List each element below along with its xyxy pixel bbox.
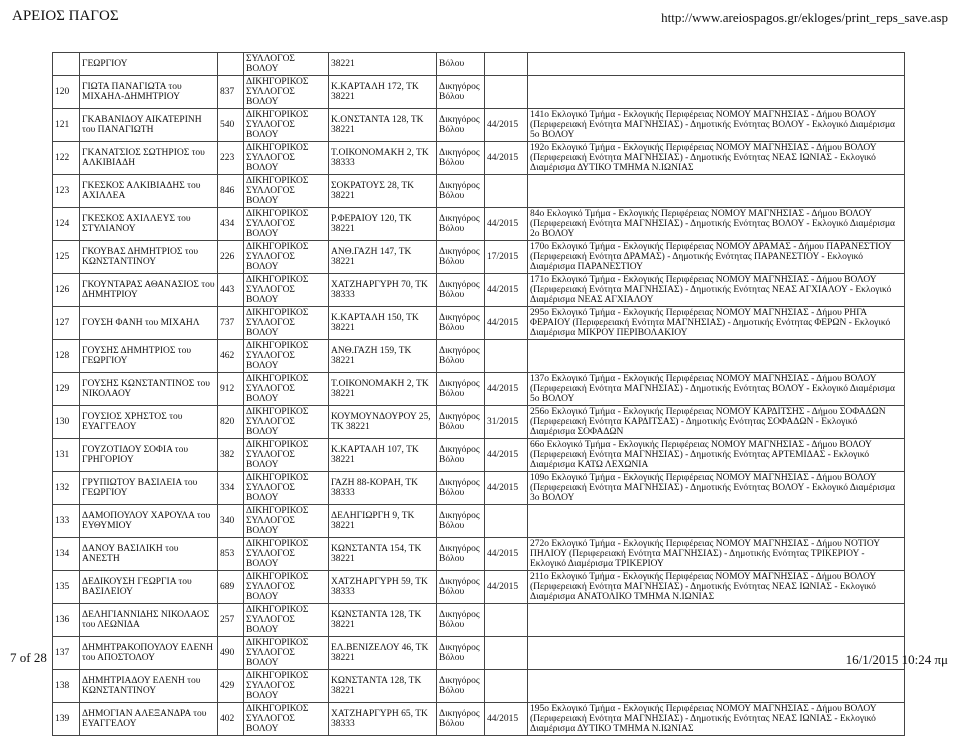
page-header-url: http://www.areiospagos.gr/ekloges/print_reps_save.asp	[661, 10, 948, 25]
cell-session: 44/2015	[485, 703, 528, 736]
cell-description: 137ο Εκλογικό Τμήμα - Εκλογικής Περιφέρειας ΝΟΜΟΥ ΜΑΓΝΗΣΙΑΣ - Δήμου ΒΟΛΟΥ (Περιφερειακή Ενότητα ΜΑΓΝΗΣΙΑΣ) - Δημοτικής Ενότητας ΒΟΛΟΥ - Εκλογικό Διαμέρισμα 5ο ΒΟΛΟΥ	[528, 373, 905, 406]
cell-address: Κ.ΚΑΡΤΑΛΗ 172, ΤΚ 38221	[329, 76, 437, 109]
table-row	[53, 505, 905, 538]
cell-ya: 223	[218, 142, 244, 175]
cell-description: 211ο Εκλογικό Τμήμα - Εκλογικής Περιφέρειας ΝΟΜΟΥ ΜΑΓΝΗΣΙΑΣ - Δήμου ΒΟΛΟΥ (Περιφερειακή Ενότητα ΜΑΓΝΗΣΙΑΣ) - Δημοτικής Ενότητας ΝΕΑΣ ΙΩΝΙΑΣ - Εκλογικό Διαμέρισμα ΑΝΑΤΟΛΙΚΟ ΤΜΗΜΑ Ν.ΙΩΝΙΑΣ	[528, 571, 905, 604]
cell-ya: 340	[218, 505, 244, 538]
cell-type: ΔΙΚΗΓΟΡΙΚΟΣ ΣΥΛΛΟΓΟΣ ΒΟΛΟΥ	[244, 637, 329, 670]
representatives-table	[52, 52, 905, 736]
cell-place: Δικηγόρος Βόλου	[437, 208, 485, 241]
table-row	[53, 439, 905, 472]
cell-name: ΓΟΥΣΗΣ ΔΗΜΗΤΡΙΟΣ του ΓΕΩΡΓΙΟΥ	[80, 340, 218, 373]
cell-name: ΓΚΑΝΑΤΣΙΟΣ ΣΩΤΗΡΙΟΣ του ΑΛΚΙΒΙΑΔΗ	[80, 142, 218, 175]
cell-place: Δικηγόρος Βόλου	[437, 670, 485, 703]
table-row	[53, 307, 905, 340]
cell-session: 44/2015	[485, 439, 528, 472]
cell-session	[485, 76, 528, 109]
cell-name: ΓΟΥΣΙΟΣ ΧΡΗΣΤΟΣ του ΕΥΑΓΓΕΛΟΥ	[80, 406, 218, 439]
cell-session: 44/2015	[485, 538, 528, 571]
cell-address: ΚΩΝΣΤΑΝΤΑ 128, ΤΚ 38221	[329, 670, 437, 703]
cell-place: Δικηγόρος Βόλου	[437, 505, 485, 538]
cell-description: 170ο Εκλογικό Τμήμα - Εκλογικής Περιφέρειας ΝΟΜΟΥ ΔΡΑΜΑΣ - Δήμου ΠΑΡΑΝΕΣΤΙΟΥ (Περιφερειακή Ενότητα ΔΡΑΜΑΣ) - Δημοτικής Ενότητας ΠΑΡΑΝΕΣΤΙΟΥ - Εκλογικό Διαμέρισμα ΠΑΡΑΝΕΣΤΙΟΥ	[528, 241, 905, 274]
cell-place: Δικηγόρος Βόλου	[437, 472, 485, 505]
cell-place: Δικηγόρος Βόλου	[437, 274, 485, 307]
cell-ya: 846	[218, 175, 244, 208]
cell-session: 44/2015	[485, 208, 528, 241]
page-counter: 7 of 28	[10, 650, 47, 665]
cell-number: 125	[53, 241, 80, 274]
table-row	[53, 472, 905, 505]
cell-description: 272ο Εκλογικό Τμήμα - Εκλογικής Περιφέρειας ΝΟΜΟΥ ΜΑΓΝΗΣΙΑΣ - Δήμου ΝΟΤΙΟΥ ΠΗΛΙΟΥ (Περιφερειακή Ενότητα ΜΑΓΝΗΣΙΑΣ) - Δημοτικής Ενότητας ΤΡΙΚΕΡΙΟΥ - Εκλογικό Διαμέρισμα ΤΡΙΚΕΡΙΟΥ	[528, 538, 905, 571]
cell-number: 124	[53, 208, 80, 241]
cell-description: 84ο Εκλογικό Τμήμα - Εκλογικής Περιφέρειας ΝΟΜΟΥ ΜΑΓΝΗΣΙΑΣ - Δήμου ΒΟΛΟΥ (Περιφερειακή Ενότητα ΜΑΓΝΗΣΙΑΣ) - Δημοτικής Ενότητας ΒΟΛΟΥ - Εκλογικό Διαμέρισμα 2ο ΒΟΛΟΥ	[528, 208, 905, 241]
cell-ya: 820	[218, 406, 244, 439]
cell-ya	[218, 53, 244, 76]
cell-description: 192ο Εκλογικό Τμήμα - Εκλογικής Περιφέρειας ΝΟΜΟΥ ΜΑΓΝΗΣΙΑΣ - Δήμου ΒΟΛΟΥ (Περιφερειακή Ενότητα ΜΑΓΝΗΣΙΑΣ) - Δημοτικής Ενότητας ΝΕΑΣ ΙΩΝΙΑΣ - Εκλογικό Διαμέρισμα ΔΥΤΙΚΟ ΤΜΗΜΑ Ν.ΙΩΝΙΑΣ	[528, 142, 905, 175]
cell-type: ΔΙΚΗΓΟΡΙΚΟΣ ΣΥΛΛΟΓΟΣ ΒΟΛΟΥ	[244, 307, 329, 340]
cell-name: ΔΗΜΗΤΡΑΚΟΠΟΥΛΟΥ ΕΛΕΝΗ του ΑΠΟΣΤΟΛΟΥ	[80, 637, 218, 670]
cell-type: ΣΥΛΛΟΓΟΣ ΒΟΛΟΥ	[244, 53, 329, 76]
cell-session: 44/2015	[485, 373, 528, 406]
cell-number: 127	[53, 307, 80, 340]
table-row	[53, 340, 905, 373]
cell-number: 139	[53, 703, 80, 736]
cell-description	[528, 604, 905, 637]
table-row	[53, 109, 905, 142]
cell-number: 129	[53, 373, 80, 406]
cell-address: ΕΛ.ΒΕΝΙΖΕΛΟΥ 46, ΤΚ 38221	[329, 637, 437, 670]
cell-ya: 689	[218, 571, 244, 604]
cell-type: ΔΙΚΗΓΟΡΙΚΟΣ ΣΥΛΛΟΓΟΣ ΒΟΛΟΥ	[244, 406, 329, 439]
cell-place: Δικηγόρος Βόλου	[437, 109, 485, 142]
cell-session	[485, 637, 528, 670]
cell-place: Δικηγόρος Βόλου	[437, 439, 485, 472]
cell-session	[485, 53, 528, 76]
cell-address: ΓΑΖΗ 88-ΚΟΡΑΗ, ΤΚ 38333	[329, 472, 437, 505]
cell-number: 136	[53, 604, 80, 637]
cell-description	[528, 76, 905, 109]
cell-ya: 402	[218, 703, 244, 736]
print-datetime: 16/1/2015 10:24 πμ	[845, 652, 948, 667]
cell-ya: 912	[218, 373, 244, 406]
cell-address: ΔΕΛΗΓΙΩΡΓΗ 9, ΤΚ 38221	[329, 505, 437, 538]
cell-description: 256ο Εκλογικό Τμήμα - Εκλογικής Περιφέρειας ΝΟΜΟΥ ΚΑΡΔΙΤΣΗΣ - Δήμου ΣΟΦΑΔΩΝ (Περιφερειακή Ενότητα ΚΑΡΔΙΤΣΑΣ) - Δημοτικής Ενότητας ΣΟΦΑΔΩΝ - Εκλογικό Διαμέρισμα ΣΟΦΑΔΩΝ	[528, 406, 905, 439]
cell-ya: 540	[218, 109, 244, 142]
table-row	[53, 670, 905, 703]
cell-session: 44/2015	[485, 142, 528, 175]
cell-ya: 490	[218, 637, 244, 670]
cell-place: Δικηγόρος Βόλου	[437, 406, 485, 439]
cell-description	[528, 670, 905, 703]
cell-description	[528, 175, 905, 208]
cell-session	[485, 505, 528, 538]
cell-address: ΧΑΤΖΗΑΡΓΥΡΗ 65, ΤΚ 38333	[329, 703, 437, 736]
cell-session: 44/2015	[485, 274, 528, 307]
cell-number: 137	[53, 637, 80, 670]
cell-place: Δικηγόρος Βόλου	[437, 142, 485, 175]
table-row	[53, 637, 905, 670]
cell-type: ΔΙΚΗΓΟΡΙΚΟΣ ΣΥΛΛΟΓΟΣ ΒΟΛΟΥ	[244, 373, 329, 406]
cell-name: ΔΕΛΗΓΙΑΝΝΙΔΗΣ ΝΙΚΟΛΑΟΣ του ΛΕΩΝΙΔΑ	[80, 604, 218, 637]
cell-type: ΔΙΚΗΓΟΡΙΚΟΣ ΣΥΛΛΟΓΟΣ ΒΟΛΟΥ	[244, 472, 329, 505]
cell-ya: 334	[218, 472, 244, 505]
cell-address: ΑΝΘ.ΓΑΖΗ 147, ΤΚ 38221	[329, 241, 437, 274]
cell-type: ΔΙΚΗΓΟΡΙΚΟΣ ΣΥΛΛΟΓΟΣ ΒΟΛΟΥ	[244, 241, 329, 274]
cell-type: ΔΙΚΗΓΟΡΙΚΟΣ ΣΥΛΛΟΓΟΣ ΒΟΛΟΥ	[244, 604, 329, 637]
cell-name: ΓΟΥΣΗΣ ΚΩΝΣΤΑΝΤΙΝΟΣ του ΝΙΚΟΛΑΟΥ	[80, 373, 218, 406]
cell-ya: 837	[218, 76, 244, 109]
cell-name: ΓΙΩΤΑ ΠΑΝΑΓΙΩΤΑ του ΜΙΧΑΗΛ-ΔΗΜΗΤΡΙΟΥ	[80, 76, 218, 109]
cell-description: 141ο Εκλογικό Τμήμα - Εκλογικής Περιφέρειας ΝΟΜΟΥ ΜΑΓΝΗΣΙΑΣ - Δήμου ΒΟΛΟΥ (Περιφερειακή Ενότητα ΜΑΓΝΗΣΙΑΣ) - Δημοτικής Ενότητας ΒΟΛΟΥ - Εκλογικό Διαμέρισμα 5ο ΒΟΛΟΥ	[528, 109, 905, 142]
cell-number: 131	[53, 439, 80, 472]
cell-address: Κ.ΚΑΡΤΑΛΗ 150, ΤΚ 38221	[329, 307, 437, 340]
cell-place: Δικηγόρος Βόλου	[437, 604, 485, 637]
cell-place: Δικηγόρος Βόλου	[437, 175, 485, 208]
cell-type: ΔΙΚΗΓΟΡΙΚΟΣ ΣΥΛΛΟΓΟΣ ΒΟΛΟΥ	[244, 703, 329, 736]
table-row	[53, 406, 905, 439]
cell-description	[528, 505, 905, 538]
cell-description: 66ο Εκλογικό Τμήμα - Εκλογικής Περιφέρειας ΝΟΜΟΥ ΜΑΓΝΗΣΙΑΣ - Δήμου ΒΟΛΟΥ (Περιφερειακή Ενότητα ΜΑΓΝΗΣΙΑΣ) - Δημοτικής Ενότητας ΑΡΤΕΜΙΔΑΣ - Εκλογικό Διαμέρισμα ΚΑΤΩ ΛΕΧΩΝΙΑ	[528, 439, 905, 472]
cell-address: Τ.ΟΙΚΟΝΟΜΑΚΗ 2, ΤΚ 38333	[329, 142, 437, 175]
cell-name: ΓΟΥΣΗ ΦΑΝΗ του ΜΙΧΑΗΛ	[80, 307, 218, 340]
cell-address: ΣΟΚΡΑΤΟΥΣ 28, ΤΚ 38221	[329, 175, 437, 208]
table-row	[53, 142, 905, 175]
cell-place: Δικηγόρος Βόλου	[437, 637, 485, 670]
cell-ya: 226	[218, 241, 244, 274]
cell-number: 138	[53, 670, 80, 703]
cell-session	[485, 175, 528, 208]
cell-session	[485, 604, 528, 637]
cell-description: 295ο Εκλογικό Τμήμα - Εκλογικής Περιφέρειας ΝΟΜΟΥ ΜΑΓΝΗΣΙΑΣ - Δήμου ΡΗΓΑ ΦΕΡΑΙΟΥ (Περιφερειακή Ενότητα ΜΑΓΝΗΣΙΑΣ) - Δημοτικής Ενότητας ΦΕΡΩΝ - Εκλογικό Διαμέρισμα ΜΙΚΡΟΥ ΠΕΡΙΒΟΛΑΚΙΟΥ	[528, 307, 905, 340]
cell-ya: 382	[218, 439, 244, 472]
cell-place: Δικηγόρος Βόλου	[437, 76, 485, 109]
cell-ya: 429	[218, 670, 244, 703]
cell-place: Δικηγόρος Βόλου	[437, 340, 485, 373]
table-row	[53, 241, 905, 274]
page-header-title: ΑΡΕΙΟΣ ΠΑΓΟΣ	[12, 8, 119, 24]
cell-number	[53, 53, 80, 76]
cell-type: ΔΙΚΗΓΟΡΙΚΟΣ ΣΥΛΛΟΓΟΣ ΒΟΛΟΥ	[244, 142, 329, 175]
cell-type: ΔΙΚΗΓΟΡΙΚΟΣ ΣΥΛΛΟΓΟΣ ΒΟΛΟΥ	[244, 505, 329, 538]
cell-name: ΓΚΕΣΚΟΣ ΑΛΚΙΒΙΑΔΗΣ του ΑΧΙΛΛΕΑ	[80, 175, 218, 208]
cell-session: 31/2015	[485, 406, 528, 439]
cell-address: Ρ.ΦΕΡΑΙΟΥ 120, ΤΚ 38221	[329, 208, 437, 241]
table-row	[53, 208, 905, 241]
cell-number: 123	[53, 175, 80, 208]
cell-address: ΑΝΘ.ΓΑΖΗ 159, ΤΚ 38221	[329, 340, 437, 373]
table-row	[53, 571, 905, 604]
cell-type: ΔΙΚΗΓΟΡΙΚΟΣ ΣΥΛΛΟΓΟΣ ΒΟΛΟΥ	[244, 439, 329, 472]
cell-ya: 737	[218, 307, 244, 340]
cell-number: 134	[53, 538, 80, 571]
cell-address: Τ.ΟΙΚΟΝΟΜΑΚΗ 2, ΤΚ 38221	[329, 373, 437, 406]
cell-number: 130	[53, 406, 80, 439]
table-row	[53, 373, 905, 406]
cell-name: ΔΗΜΗΤΡΙΑΔΟΥ ΕΛΕΝΗ του ΚΩΝΣΤΑΝΤΙΝΟΥ	[80, 670, 218, 703]
cell-number: 133	[53, 505, 80, 538]
cell-number: 128	[53, 340, 80, 373]
cell-session: 44/2015	[485, 472, 528, 505]
cell-name: ΓΚΟΥΒΑΣ ΔΗΜΗΤΡΙΟΣ του ΚΩΝΣΤΑΝΤΙΝΟΥ	[80, 241, 218, 274]
cell-type: ΔΙΚΗΓΟΡΙΚΟΣ ΣΥΛΛΟΓΟΣ ΒΟΛΟΥ	[244, 175, 329, 208]
cell-name: ΓΚΑΒΑΝΙΔΟΥ ΑΙΚΑΤΕΡΙΝΗ του ΠΑΝΑΓΙΩΤΗ	[80, 109, 218, 142]
cell-name: ΓΕΩΡΓΙΟΥ	[80, 53, 218, 76]
cell-place: Δικηγόρος Βόλου	[437, 373, 485, 406]
cell-ya: 462	[218, 340, 244, 373]
cell-name: ΔΑΜΟΠΟΥΛΟΥ ΧΑΡΟΥΛΑ του ΕΥΘΥΜΙΟΥ	[80, 505, 218, 538]
cell-ya: 434	[218, 208, 244, 241]
table-row	[53, 76, 905, 109]
cell-description	[528, 340, 905, 373]
cell-place: Δικηγόρος Βόλου	[437, 538, 485, 571]
cell-place: Δικηγόρος Βόλου	[437, 307, 485, 340]
cell-ya: 853	[218, 538, 244, 571]
table-row	[53, 274, 905, 307]
cell-type: ΔΙΚΗΓΟΡΙΚΟΣ ΣΥΛΛΟΓΟΣ ΒΟΛΟΥ	[244, 571, 329, 604]
cell-name: ΓΚΟΥΝΤΑΡΑΣ ΑΘΑΝΑΣΙΟΣ του ΔΗΜΗΤΡΙΟΥ	[80, 274, 218, 307]
cell-session	[485, 670, 528, 703]
cell-number: 120	[53, 76, 80, 109]
cell-address: ΚΟΥΜΟΥΝΔΟΥΡΟΥ 25, ΤΚ 38221	[329, 406, 437, 439]
cell-address: 38221	[329, 53, 437, 76]
cell-type: ΔΙΚΗΓΟΡΙΚΟΣ ΣΥΛΛΟΓΟΣ ΒΟΛΟΥ	[244, 274, 329, 307]
cell-name: ΔΕΔΙΚΟΥΣΗ ΓΕΩΡΓΙΑ του ΒΑΣΙΛΕΙΟΥ	[80, 571, 218, 604]
cell-type: ΔΙΚΗΓΟΡΙΚΟΣ ΣΥΛΛΟΓΟΣ ΒΟΛΟΥ	[244, 340, 329, 373]
cell-session: 17/2015	[485, 241, 528, 274]
cell-type: ΔΙΚΗΓΟΡΙΚΟΣ ΣΥΛΛΟΓΟΣ ΒΟΛΟΥ	[244, 109, 329, 142]
cell-session: 44/2015	[485, 307, 528, 340]
cell-description: 195ο Εκλογικό Τμήμα - Εκλογικής Περιφέρειας ΝΟΜΟΥ ΜΑΓΝΗΣΙΑΣ - Δήμου ΒΟΛΟΥ (Περιφερειακή Ενότητα ΜΑΓΝΗΣΙΑΣ) - Δημοτικής Ενότητας ΝΕΑΣ ΙΩΝΙΑΣ - Εκλογικό Διαμέρισμα ΔΥΤΙΚΟ ΤΜΗΜΑ Ν.ΙΩΝΙΑΣ	[528, 703, 905, 736]
cell-address: ΚΩΝΣΤΑΝΤΑ 128, ΤΚ 38221	[329, 604, 437, 637]
cell-type: ΔΙΚΗΓΟΡΙΚΟΣ ΣΥΛΛΟΓΟΣ ΒΟΛΟΥ	[244, 670, 329, 703]
cell-ya: 257	[218, 604, 244, 637]
cell-ya: 443	[218, 274, 244, 307]
cell-name: ΓΟΥΖΟΤΙΔΟΥ ΣΟΦΙΑ του ΓΡΗΓΟΡΙΟΥ	[80, 439, 218, 472]
cell-address: ΧΑΤΖΗΑΡΓΥΡΗ 59, ΤΚ 38333	[329, 571, 437, 604]
cell-place: Δικηγόρος Βόλου	[437, 703, 485, 736]
table-row	[53, 604, 905, 637]
cell-name: ΔΑΝΟΥ ΒΑΣΙΛΙΚΗ του ΑΝΕΣΤΗ	[80, 538, 218, 571]
cell-description: 109ο Εκλογικό Τμήμα - Εκλογικής Περιφέρειας ΝΟΜΟΥ ΜΑΓΝΗΣΙΑΣ - Δήμου ΒΟΛΟΥ (Περιφερειακή Ενότητα ΜΑΓΝΗΣΙΑΣ) - Δημοτικής Ενότητας ΒΟΛΟΥ - Εκλογικό Διαμέρισμα 3ο ΒΟΛΟΥ	[528, 472, 905, 505]
cell-number: 122	[53, 142, 80, 175]
cell-address: Κ.ΟΝΣΤΑΝΤΑ 128, ΤΚ 38221	[329, 109, 437, 142]
table-row	[53, 175, 905, 208]
cell-description	[528, 53, 905, 76]
cell-number: 126	[53, 274, 80, 307]
cell-address: ΚΩΝΣΤΑΝΤΑ 154, ΤΚ 38221	[329, 538, 437, 571]
cell-session: 44/2015	[485, 571, 528, 604]
table-row	[53, 703, 905, 736]
table-row	[53, 538, 905, 571]
cell-number: 135	[53, 571, 80, 604]
cell-name: ΓΡΥΠΙΩΤΟΥ ΒΑΣΙΛΕΙΑ του ΓΕΩΡΓΙΟΥ	[80, 472, 218, 505]
cell-type: ΔΙΚΗΓΟΡΙΚΟΣ ΣΥΛΛΟΓΟΣ ΒΟΛΟΥ	[244, 76, 329, 109]
cell-place: Δικηγόρος Βόλου	[437, 571, 485, 604]
cell-description: 171ο Εκλογικό Τμήμα - Εκλογικής Περιφέρειας ΝΟΜΟΥ ΜΑΓΝΗΣΙΑΣ - Δήμου ΒΟΛΟΥ (Περιφερειακή Ενότητα ΜΑΓΝΗΣΙΑΣ) - Δημοτικής Ενότητας ΝΕΑΣ ΑΓΧΙΑΛΟΥ - Εκλογικό Διαμέρισμα ΝΕΑΣ ΑΓΧΙΑΛΟΥ	[528, 274, 905, 307]
cell-session: 44/2015	[485, 109, 528, 142]
cell-name: ΓΚΕΣΚΟΣ ΑΧΙΛΛΕΥΣ του ΣΤΥΛΙΑΝΟΥ	[80, 208, 218, 241]
cell-number: 121	[53, 109, 80, 142]
cell-type: ΔΙΚΗΓΟΡΙΚΟΣ ΣΥΛΛΟΓΟΣ ΒΟΛΟΥ	[244, 538, 329, 571]
cell-place: Δικηγόρος Βόλου	[437, 241, 485, 274]
cell-number: 132	[53, 472, 80, 505]
cell-address: ΧΑΤΖΗΑΡΓΥΡΗ 70, ΤΚ 38333	[329, 274, 437, 307]
cell-place: Βόλου	[437, 53, 485, 76]
cell-session	[485, 340, 528, 373]
table-row-continued	[53, 53, 905, 76]
cell-address: Κ.ΚΑΡΤΑΛΗ 107, ΤΚ 38221	[329, 439, 437, 472]
cell-type: ΔΙΚΗΓΟΡΙΚΟΣ ΣΥΛΛΟΓΟΣ ΒΟΛΟΥ	[244, 208, 329, 241]
cell-name: ΔΗΜΟΓΙΑΝ ΑΛΕΞΑΝΔΡΑ του ΕΥΑΓΓΕΛΟΥ	[80, 703, 218, 736]
